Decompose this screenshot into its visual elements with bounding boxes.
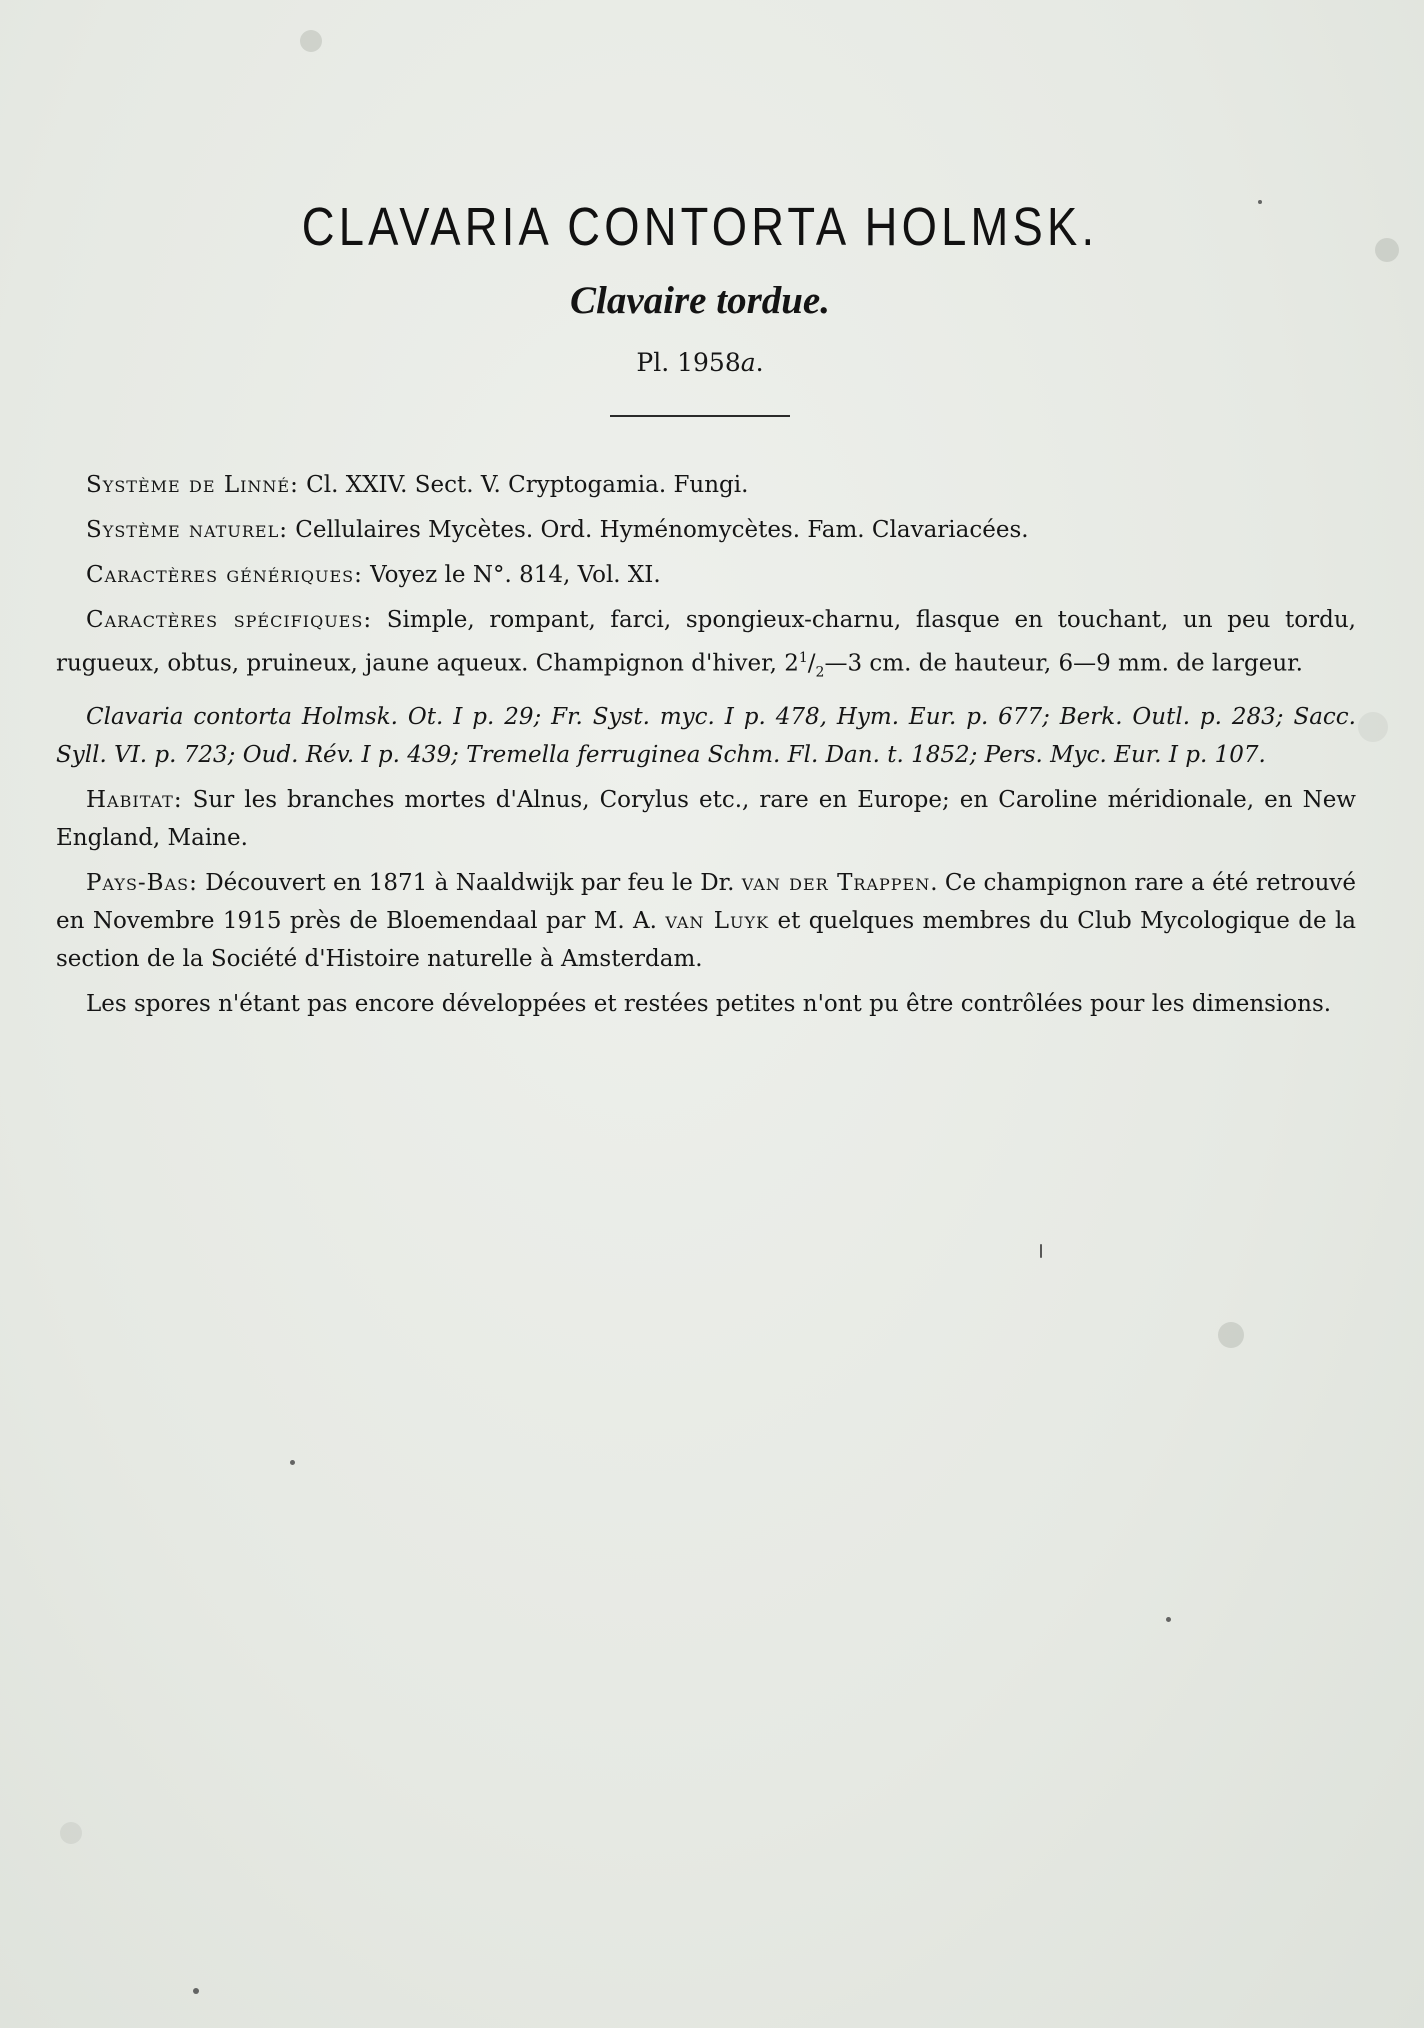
paragraph-specifiques: Caractères spécifiques: Simple, rompant, farci, spongieux-charnu, flasque en touchant, un peu tordu, rugueux, obtus, pruineux, jaune aqueux. Champignon d'hiver, $2^1/_2—3$ cm. de hauteur, 6—9 mm. de largeur. bbox=[56, 607, 1356, 681]
text-naturel: Cellulaires Mycètes. Ord. Hyménomycètes. Fam. Clavariacées. bbox=[287, 517, 1029, 543]
text-habitat: Sur les branches mortes d'Alnus, Corylus etc., rare en Europe; en Caroline méridionale, en New England, Maine. bbox=[56, 787, 1356, 852]
plate-suffix: a bbox=[740, 348, 756, 377]
text-paysbas-b: . Ce champignon rare a été retrouvé en Novembre 1915 près de Bloemendaal par M. A. bbox=[56, 870, 1356, 935]
page-subtitle: Clavaire tordue. bbox=[570, 279, 830, 322]
paragraph-spores: Les spores n'étant pas encore développées et restées petites n'ont pu être contrôlées pour les dimensions. bbox=[86, 991, 1332, 1018]
text-specifiques-b: —3 cm. de hauteur, 6—9 mm. de largeur. bbox=[824, 650, 1303, 677]
collector-name-1: van der Trappen bbox=[741, 870, 931, 897]
label-linne: Système de Linné: bbox=[86, 472, 299, 498]
plate-number bbox=[0, 348, 1400, 377]
paper-speck bbox=[1358, 712, 1388, 742]
paragraph-habitat bbox=[56, 781, 1356, 857]
label-habitat: Habitat: bbox=[86, 787, 183, 814]
paper-speck bbox=[290, 1460, 295, 1465]
text-specifiques-a: Simple, rompant, farci, spongieux-charnu, flasque en touchant, un peu tordu, rugueux, obtus, pruineux, jaune aqueux. Champignon d'hiver, 2 bbox=[56, 607, 1356, 677]
paper-speck bbox=[1166, 1617, 1171, 1622]
paragraph-linne bbox=[56, 466, 1356, 504]
label-naturel: Système naturel: bbox=[86, 517, 288, 543]
text-paysbas-a: Découvert en 1871 à Naaldwijk par feu le Dr. bbox=[197, 870, 742, 897]
paper-speck bbox=[193, 1988, 199, 1994]
fraction-numerator: 1 bbox=[798, 650, 808, 666]
text-generiques: Voyez le N°. 814, Vol. XI. bbox=[362, 562, 661, 588]
paragraph-naturel bbox=[56, 511, 1356, 549]
plate-prefix: Pl. 1958 bbox=[636, 348, 741, 377]
text-paysbas-c: et quelques membres du Club Mycologique de la section de la Société d'Histoire naturelle à Amsterdam. bbox=[56, 908, 1357, 973]
collector-name-2: van Luyk bbox=[665, 908, 770, 935]
paper-speck bbox=[1040, 1244, 1042, 1258]
body-text bbox=[56, 466, 1356, 1030]
paragraph-paysbas bbox=[56, 864, 1356, 978]
label-generiques: Caractères génériques: bbox=[86, 562, 363, 588]
title-divider bbox=[610, 415, 790, 417]
label-specifiques: Caractères spécifiques: bbox=[86, 607, 373, 633]
paper-speck bbox=[1375, 238, 1399, 262]
page-title: CLAVARIA CONTORTA HOLMSK. bbox=[301, 197, 1099, 257]
paper-speck bbox=[1218, 1322, 1244, 1348]
plate-end: . bbox=[755, 348, 764, 377]
paragraph-references: Clavaria contorta Holmsk. Ot. I p. 29; Fr. Syst. myc. I p. 478, Hym. Eur. p. 677; Berk. Outl. p. 283; Sacc. Syll. VI. p. 723; Oud. Rév. I p. 439; Tremella ferruginea Schm. Fl. Dan. t. 1852; Pers. Myc. Eur. I p. 107. bbox=[56, 704, 1356, 769]
paper-speck bbox=[300, 30, 322, 52]
label-paysbas: Pays-Bas: bbox=[86, 870, 198, 897]
text-linne: Cl. XXIV. Sect. V. Cryptogamia. Fungi. bbox=[298, 472, 749, 498]
fraction-denominator: 2 bbox=[815, 664, 825, 681]
paper-speck bbox=[60, 1822, 82, 1844]
paragraph-generiques bbox=[56, 556, 1356, 594]
